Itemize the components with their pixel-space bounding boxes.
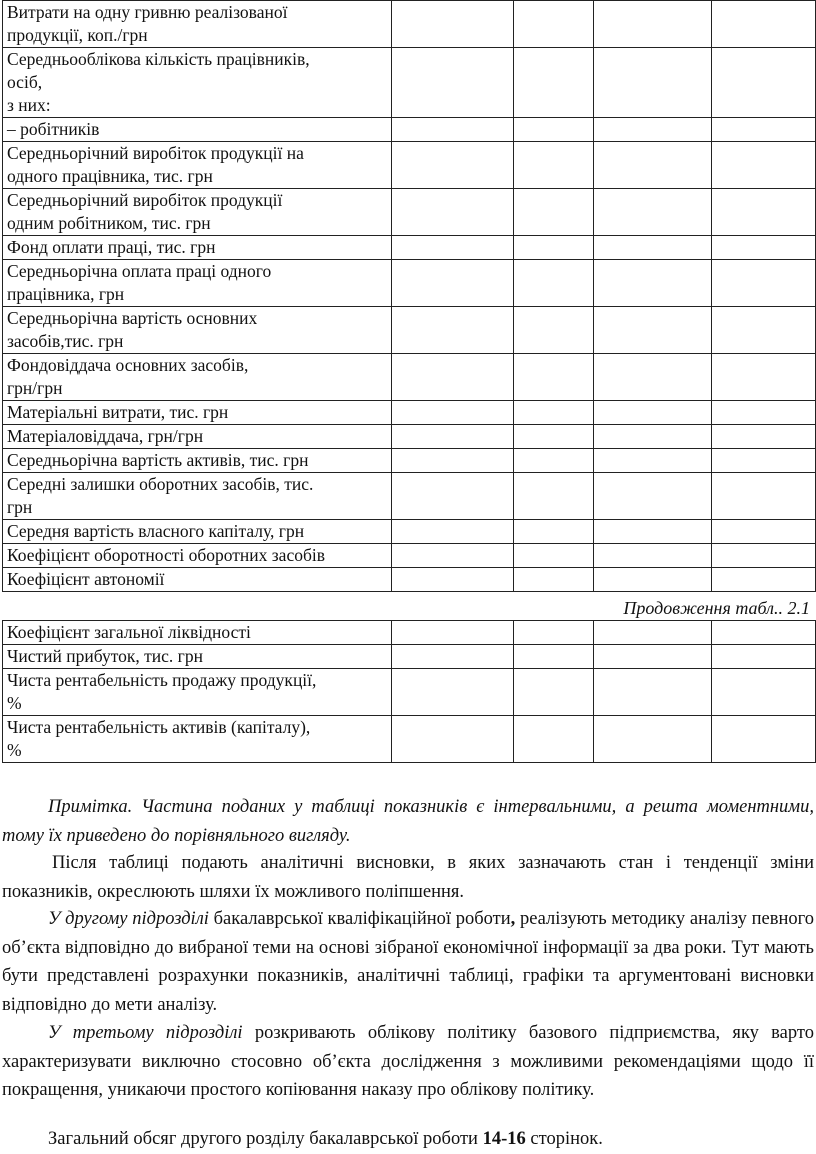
table-row	[3, 48, 816, 118]
indicator-label: Середні залишки оборотних засобів, тис. грн	[3, 473, 392, 520]
table-note: Примітка. Частина поданих у таблиці показників є інтервальними, а решта моментними, тому їх приведено до порівняльного вигляду.	[2, 797, 814, 846]
value-cell	[514, 260, 594, 307]
value-cell	[514, 142, 594, 189]
value-cell	[392, 189, 514, 236]
value-cell	[712, 1, 816, 48]
value-cell	[594, 142, 712, 189]
value-cell	[392, 449, 514, 473]
table-row	[3, 449, 816, 473]
value-cell	[712, 544, 816, 568]
value-cell	[392, 568, 514, 592]
value-cell	[514, 520, 594, 544]
value-cell	[514, 307, 594, 354]
table-row	[3, 307, 816, 354]
value-cell	[712, 621, 816, 645]
text-span: Загальний обсяг другого розділу бакалаврської роботи	[48, 1129, 483, 1149]
indicator-label: Середньорічна оплата праці одного працівника, грн	[3, 260, 392, 307]
indicator-label: Середньорічний виробіток продукції одним робітником, тис. грн	[3, 189, 392, 236]
value-cell	[392, 1, 514, 48]
value-cell	[514, 401, 594, 425]
value-cell	[594, 260, 712, 307]
table-row	[3, 425, 816, 449]
table-row	[3, 118, 816, 142]
paragraph-volume	[2, 1125, 814, 1154]
value-cell	[392, 236, 514, 260]
value-cell	[594, 568, 712, 592]
value-cell	[712, 473, 816, 520]
value-cell	[392, 118, 514, 142]
value-cell	[712, 48, 816, 118]
table-row	[3, 473, 816, 520]
table-row	[3, 568, 816, 592]
indicator-label: Середня вартість власного капіталу, грн	[3, 520, 392, 544]
value-cell	[392, 645, 514, 669]
value-cell	[514, 473, 594, 520]
indicator-label: Середньорічна вартість активів, тис. грн	[3, 449, 392, 473]
value-cell	[514, 716, 594, 763]
value-cell	[594, 669, 712, 716]
value-cell	[514, 1, 594, 48]
indicator-label: Чистий прибуток, тис. грн	[3, 645, 392, 669]
indicator-label: Середньооблікова кількість працівників, осіб, з них:	[3, 48, 392, 118]
indicator-label: Середньорічна вартість основних засобів,тис. грн	[3, 307, 392, 354]
table-row	[3, 260, 816, 307]
value-cell	[712, 142, 816, 189]
value-cell	[514, 645, 594, 669]
lead-third-subsection: У третьому підрозділі	[48, 1023, 243, 1043]
lead-second-subsection: У другому підрозділі	[48, 909, 209, 929]
value-cell	[712, 236, 816, 260]
indicator-label: Коефіцієнт загальної ліквідності	[3, 621, 392, 645]
table-row	[3, 669, 816, 716]
value-cell	[392, 669, 514, 716]
indicator-label: Витрати на одну гривню реалізованої продукції, коп./грн	[3, 1, 392, 48]
value-cell	[514, 425, 594, 449]
value-cell	[392, 716, 514, 763]
value-cell	[712, 568, 816, 592]
value-cell	[712, 401, 816, 425]
table-row	[3, 645, 816, 669]
table-row	[3, 716, 816, 763]
page-range: 14-16	[482, 1129, 526, 1149]
value-cell	[712, 520, 816, 544]
value-cell	[514, 189, 594, 236]
value-cell	[594, 401, 712, 425]
indicator-label: Матеріальні витрати, тис. грн	[3, 401, 392, 425]
value-cell	[712, 354, 816, 401]
indicator-label: Коефіцієнт автономії	[3, 568, 392, 592]
value-cell	[712, 669, 816, 716]
table-row	[3, 189, 816, 236]
text-span: реалізують методику аналізу певного об’єкта відповідно до вибраної теми на основі зібраної економічної інформації за два роки. Тут мають бути представлені розрахунки показників, аналітичні таблиці, графіки та аргументовані висновки відповідно до мети аналізу.	[2, 909, 814, 1015]
paragraph-third-subsection	[2, 1019, 814, 1105]
value-cell	[594, 189, 712, 236]
value-cell	[392, 520, 514, 544]
value-cell	[392, 425, 514, 449]
value-cell	[392, 48, 514, 118]
table-row	[3, 544, 816, 568]
indicator-label: Коефіцієнт оборотності оборотних засобів	[3, 544, 392, 568]
value-cell	[594, 354, 712, 401]
value-cell	[514, 449, 594, 473]
value-cell	[514, 48, 594, 118]
table-row	[3, 142, 816, 189]
indicator-label: Матеріаловіддача, грн/грн	[3, 425, 392, 449]
value-cell	[514, 621, 594, 645]
table-continuation-label: Продовження табл.. 2.1	[623, 598, 810, 618]
value-cell	[514, 236, 594, 260]
value-cell	[514, 354, 594, 401]
value-cell	[712, 716, 816, 763]
value-cell	[594, 473, 712, 520]
indicator-label: – робітників	[3, 118, 392, 142]
value-cell	[392, 544, 514, 568]
value-cell	[594, 118, 712, 142]
table-row	[3, 354, 816, 401]
indicator-label: Середньорічний виробіток продукції на одного працівника, тис. грн	[3, 142, 392, 189]
value-cell	[712, 645, 816, 669]
value-cell	[594, 48, 712, 118]
table-row	[3, 520, 816, 544]
value-cell	[712, 425, 816, 449]
value-cell	[392, 354, 514, 401]
value-cell	[594, 236, 712, 260]
text-span: сторінок.	[525, 1129, 603, 1149]
indicator-label: Фонд оплати праці, тис. грн	[3, 236, 392, 260]
bold-comma: ,	[510, 909, 516, 929]
value-cell	[594, 425, 712, 449]
value-cell	[514, 568, 594, 592]
value-cell	[594, 645, 712, 669]
value-cell	[594, 449, 712, 473]
value-cell	[594, 520, 712, 544]
value-cell	[514, 544, 594, 568]
table-row	[3, 1, 816, 48]
value-cell	[392, 473, 514, 520]
indicator-label: Фондовіддача основних засобів, грн/грн	[3, 354, 392, 401]
value-cell	[594, 716, 712, 763]
value-cell	[392, 307, 514, 354]
value-cell	[712, 307, 816, 354]
text-span: розкривають облікову політику базового підприємства, яку варто характеризувати виключно стосовно об’єкта дослідження з можливими рекомендаціями щодо її покращення, уникаючи простого копіювання наказу про облікову політику.	[2, 1023, 814, 1100]
value-cell	[594, 307, 712, 354]
value-cell	[594, 1, 712, 48]
value-cell	[712, 260, 816, 307]
indicators-table-part1	[2, 0, 816, 592]
table-row	[3, 621, 816, 645]
value-cell	[514, 118, 594, 142]
indicators-table-part2	[2, 620, 816, 763]
value-cell	[712, 189, 816, 236]
value-cell	[392, 621, 514, 645]
table-row	[3, 401, 816, 425]
value-cell	[392, 401, 514, 425]
value-cell	[712, 449, 816, 473]
value-cell	[514, 669, 594, 716]
value-cell	[594, 621, 712, 645]
indicator-label: Чиста рентабельність продажу продукції, %	[3, 669, 392, 716]
value-cell	[392, 260, 514, 307]
value-cell	[392, 142, 514, 189]
paragraph-conclusions: Після таблиці подають аналітичні висновки, в яких зазначають стан і тенденції зміни показників, окреслюють шляхи їх можливого поліпшення.	[2, 853, 814, 902]
text-span: бакалаврської кваліфікаційної роботи	[208, 909, 511, 929]
paragraph-second-subsection	[2, 905, 814, 1019]
value-cell	[594, 544, 712, 568]
table-row	[3, 236, 816, 260]
indicator-label: Чиста рентабельність активів (капіталу), %	[3, 716, 392, 763]
value-cell	[712, 118, 816, 142]
